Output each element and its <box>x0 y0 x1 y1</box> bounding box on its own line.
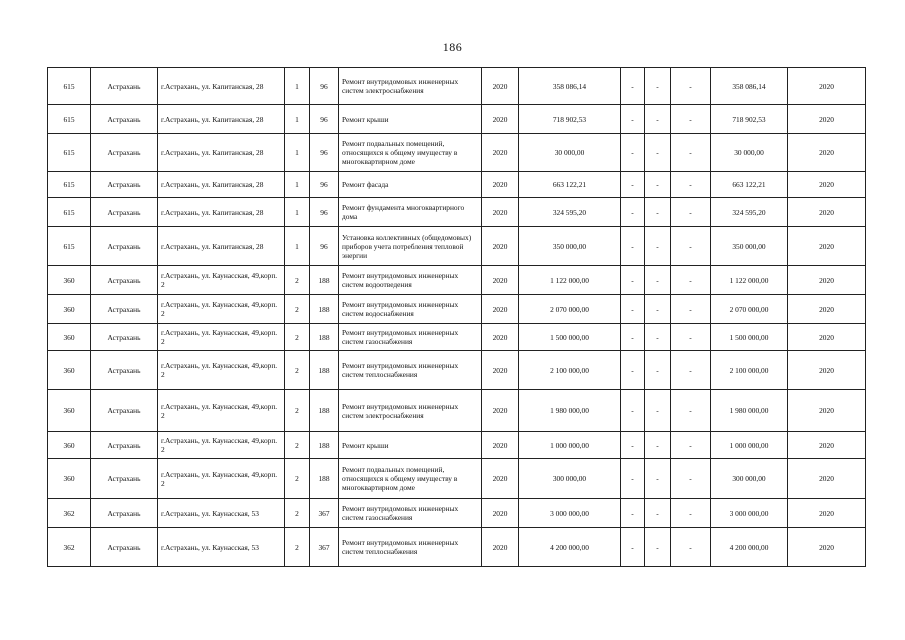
row-dash-3: - <box>671 324 711 351</box>
row-total: 2 100 000,00 <box>711 351 788 390</box>
row-total: 4 200 000,00 <box>711 528 788 567</box>
row-entrances: 2 <box>285 459 310 499</box>
row-dash-2: - <box>645 266 671 295</box>
row-total: 1 500 000,00 <box>711 324 788 351</box>
row-dash-2: - <box>645 528 671 567</box>
row-address: г.Астрахань, ул. Каунасская, 53 <box>158 528 285 567</box>
repair-registry-table <box>47 67 866 567</box>
row-work-type: Ремонт внутридомовых инженерных систем газоснабжения <box>339 324 482 351</box>
row-dash-2: - <box>645 390 671 432</box>
table-row <box>48 295 866 324</box>
row-address: г.Астрахань, ул. Каунасская, 49,корп. 2 <box>158 266 285 295</box>
row-amount: 4 200 000,00 <box>519 528 621 567</box>
row-entrances: 1 <box>285 172 310 198</box>
row-apartments: 96 <box>310 105 339 134</box>
row-total: 1 122 000,00 <box>711 266 788 295</box>
row-work-type: Ремонт внутридомовых инженерных систем теплоснабжения <box>339 351 482 390</box>
row-amount: 1 122 000,00 <box>519 266 621 295</box>
row-dash-1: - <box>621 324 645 351</box>
row-dash-2: - <box>645 432 671 459</box>
table-row <box>48 459 866 499</box>
row-address: г.Астрахань, ул. Каунасская, 49,корп. 2 <box>158 390 285 432</box>
table-row <box>48 68 866 105</box>
row-city: Астрахань <box>91 459 158 499</box>
row-year: 2020 <box>482 266 519 295</box>
row-work-type: Ремонт внутридомовых инженерных систем теплоснабжения <box>339 528 482 567</box>
row-id: 615 <box>48 68 91 105</box>
row-entrances: 1 <box>285 105 310 134</box>
row-dash-1: - <box>621 351 645 390</box>
row-amount: 350 000,00 <box>519 227 621 266</box>
row-dash-3: - <box>671 198 711 227</box>
row-dash-3: - <box>671 528 711 567</box>
row-city: Астрахань <box>91 68 158 105</box>
row-dash-3: - <box>671 266 711 295</box>
table-row <box>48 351 866 390</box>
row-amount: 3 000 000,00 <box>519 499 621 528</box>
row-end-year: 2020 <box>788 227 866 266</box>
row-apartments: 96 <box>310 198 339 227</box>
table-row <box>48 324 866 351</box>
table-row <box>48 172 866 198</box>
row-id: 362 <box>48 528 91 567</box>
row-end-year: 2020 <box>788 198 866 227</box>
row-dash-3: - <box>671 68 711 105</box>
row-dash-1: - <box>621 198 645 227</box>
row-dash-3: - <box>671 105 711 134</box>
row-year: 2020 <box>482 172 519 198</box>
row-apartments: 188 <box>310 266 339 295</box>
row-work-type: Ремонт внутридомовых инженерных систем электроснабжения <box>339 68 482 105</box>
row-dash-2: - <box>645 105 671 134</box>
row-end-year: 2020 <box>788 105 866 134</box>
row-end-year: 2020 <box>788 528 866 567</box>
row-apartments: 188 <box>310 324 339 351</box>
row-year: 2020 <box>482 105 519 134</box>
row-dash-1: - <box>621 432 645 459</box>
row-dash-3: - <box>671 172 711 198</box>
row-apartments: 96 <box>310 68 339 105</box>
row-id: 615 <box>48 134 91 172</box>
row-work-type: Ремонт подвальных помещений, относящихся к общему имуществу в многоквартирном доме <box>339 459 482 499</box>
row-city: Астрахань <box>91 390 158 432</box>
row-end-year: 2020 <box>788 432 866 459</box>
row-total: 358 086,14 <box>711 68 788 105</box>
row-amount: 1 980 000,00 <box>519 390 621 432</box>
row-dash-1: - <box>621 105 645 134</box>
row-entrances: 2 <box>285 266 310 295</box>
row-dash-2: - <box>645 172 671 198</box>
row-end-year: 2020 <box>788 172 866 198</box>
row-id: 615 <box>48 227 91 266</box>
row-apartments: 188 <box>310 390 339 432</box>
table-row <box>48 528 866 567</box>
row-address: г.Астрахань, ул. Капитанская, 28 <box>158 105 285 134</box>
row-id: 360 <box>48 432 91 459</box>
row-dash-2: - <box>645 499 671 528</box>
row-amount: 358 086,14 <box>519 68 621 105</box>
row-apartments: 188 <box>310 432 339 459</box>
row-total: 2 070 000,00 <box>711 295 788 324</box>
row-address: г.Астрахань, ул. Капитанская, 28 <box>158 134 285 172</box>
table-row <box>48 134 866 172</box>
row-total: 350 000,00 <box>711 227 788 266</box>
row-city: Астрахань <box>91 172 158 198</box>
row-entrances: 1 <box>285 227 310 266</box>
row-dash-3: - <box>671 432 711 459</box>
row-total: 663 122,21 <box>711 172 788 198</box>
row-apartments: 96 <box>310 134 339 172</box>
row-total: 718 902,53 <box>711 105 788 134</box>
row-apartments: 188 <box>310 459 339 499</box>
row-end-year: 2020 <box>788 351 866 390</box>
row-total: 300 000,00 <box>711 459 788 499</box>
row-dash-2: - <box>645 227 671 266</box>
row-dash-3: - <box>671 227 711 266</box>
row-work-type: Ремонт внутридомовых инженерных систем газоснабжения <box>339 499 482 528</box>
row-entrances: 1 <box>285 198 310 227</box>
row-address: г.Астрахань, ул. Каунасская, 49,корп. 2 <box>158 295 285 324</box>
table-row <box>48 105 866 134</box>
row-year: 2020 <box>482 351 519 390</box>
row-work-type: Ремонт подвальных помещений, относящихся к общему имуществу в многоквартирном доме <box>339 134 482 172</box>
row-amount: 2 100 000,00 <box>519 351 621 390</box>
row-year: 2020 <box>482 295 519 324</box>
row-dash-2: - <box>645 351 671 390</box>
table-row <box>48 266 866 295</box>
row-dash-2: - <box>645 295 671 324</box>
row-amount: 2 070 000,00 <box>519 295 621 324</box>
row-address: г.Астрахань, ул. Капитанская, 28 <box>158 172 285 198</box>
row-entrances: 1 <box>285 68 310 105</box>
row-work-type: Ремонт внутридомовых инженерных систем электроснабжения <box>339 390 482 432</box>
row-id: 360 <box>48 295 91 324</box>
table-row <box>48 499 866 528</box>
row-entrances: 2 <box>285 295 310 324</box>
row-dash-1: - <box>621 172 645 198</box>
row-id: 360 <box>48 351 91 390</box>
row-city: Астрахань <box>91 499 158 528</box>
row-dash-1: - <box>621 68 645 105</box>
row-amount: 300 000,00 <box>519 459 621 499</box>
row-apartments: 367 <box>310 499 339 528</box>
row-year: 2020 <box>482 459 519 499</box>
row-year: 2020 <box>482 390 519 432</box>
row-id: 360 <box>48 266 91 295</box>
row-dash-3: - <box>671 295 711 324</box>
row-year: 2020 <box>482 134 519 172</box>
row-end-year: 2020 <box>788 459 866 499</box>
row-end-year: 2020 <box>788 390 866 432</box>
row-total: 1 980 000,00 <box>711 390 788 432</box>
row-dash-1: - <box>621 266 645 295</box>
row-work-type: Ремонт внутридомовых инженерных систем водоснабжения <box>339 295 482 324</box>
page-number: 186 <box>442 40 463 54</box>
row-total: 30 000,00 <box>711 134 788 172</box>
row-total: 324 595,20 <box>711 198 788 227</box>
row-city: Астрахань <box>91 324 158 351</box>
row-address: г.Астрахань, ул. Капитанская, 28 <box>158 198 285 227</box>
row-address: г.Астрахань, ул. Каунасская, 53 <box>158 499 285 528</box>
row-dash-1: - <box>621 390 645 432</box>
row-entrances: 2 <box>285 390 310 432</box>
row-entrances: 1 <box>285 134 310 172</box>
table-body <box>48 68 866 567</box>
row-total: 1 000 000,00 <box>711 432 788 459</box>
row-apartments: 367 <box>310 528 339 567</box>
row-work-type: Ремонт фасада <box>339 172 482 198</box>
table-row <box>48 432 866 459</box>
row-amount: 324 595,20 <box>519 198 621 227</box>
row-dash-2: - <box>645 324 671 351</box>
row-end-year: 2020 <box>788 134 866 172</box>
row-city: Астрахань <box>91 105 158 134</box>
row-amount: 1 000 000,00 <box>519 432 621 459</box>
row-address: г.Астрахань, ул. Каунасская, 49,корп. 2 <box>158 324 285 351</box>
table-row <box>48 198 866 227</box>
row-dash-3: - <box>671 351 711 390</box>
row-id: 362 <box>48 499 91 528</box>
row-apartments: 96 <box>310 227 339 266</box>
row-dash-2: - <box>645 134 671 172</box>
row-dash-2: - <box>645 68 671 105</box>
row-work-type: Ремонт крыши <box>339 432 482 459</box>
row-address: г.Астрахань, ул. Капитанская, 28 <box>158 227 285 266</box>
row-end-year: 2020 <box>788 68 866 105</box>
row-amount: 718 902,53 <box>519 105 621 134</box>
row-year: 2020 <box>482 499 519 528</box>
row-id: 360 <box>48 459 91 499</box>
row-dash-1: - <box>621 499 645 528</box>
row-address: г.Астрахань, ул. Каунасская, 49,корп. 2 <box>158 432 285 459</box>
row-dash-3: - <box>671 134 711 172</box>
row-id: 360 <box>48 390 91 432</box>
row-address: г.Астрахань, ул. Каунасская, 49,корп. 2 <box>158 351 285 390</box>
row-dash-3: - <box>671 459 711 499</box>
row-dash-3: - <box>671 390 711 432</box>
row-id: 615 <box>48 198 91 227</box>
row-city: Астрахань <box>91 227 158 266</box>
row-amount: 1 500 000,00 <box>519 324 621 351</box>
row-city: Астрахань <box>91 528 158 567</box>
table-row <box>48 390 866 432</box>
row-id: 615 <box>48 105 91 134</box>
row-amount: 663 122,21 <box>519 172 621 198</box>
row-entrances: 2 <box>285 432 310 459</box>
row-dash-3: - <box>671 499 711 528</box>
row-dash-1: - <box>621 134 645 172</box>
row-city: Астрахань <box>91 432 158 459</box>
row-year: 2020 <box>482 227 519 266</box>
row-year: 2020 <box>482 198 519 227</box>
row-end-year: 2020 <box>788 295 866 324</box>
row-work-type: Ремонт крыши <box>339 105 482 134</box>
row-work-type: Ремонт внутридомовых инженерных систем водоотведения <box>339 266 482 295</box>
row-year: 2020 <box>482 68 519 105</box>
row-dash-1: - <box>621 528 645 567</box>
row-end-year: 2020 <box>788 499 866 528</box>
row-year: 2020 <box>482 324 519 351</box>
row-id: 360 <box>48 324 91 351</box>
row-work-type: Установка коллективных (общедомовых) приборов учета потребления тепловой энергии <box>339 227 482 266</box>
row-dash-2: - <box>645 198 671 227</box>
row-city: Астрахань <box>91 266 158 295</box>
row-apartments: 188 <box>310 295 339 324</box>
row-work-type: Ремонт фундамента многоквартирного дома <box>339 198 482 227</box>
row-entrances: 2 <box>285 499 310 528</box>
row-amount: 30 000,00 <box>519 134 621 172</box>
row-address: г.Астрахань, ул. Капитанская, 28 <box>158 68 285 105</box>
row-dash-2: - <box>645 459 671 499</box>
row-end-year: 2020 <box>788 266 866 295</box>
row-total: 3 000 000,00 <box>711 499 788 528</box>
row-entrances: 2 <box>285 528 310 567</box>
row-year: 2020 <box>482 528 519 567</box>
row-end-year: 2020 <box>788 324 866 351</box>
row-entrances: 2 <box>285 351 310 390</box>
row-dash-1: - <box>621 227 645 266</box>
row-city: Астрахань <box>91 295 158 324</box>
row-city: Астрахань <box>91 351 158 390</box>
row-entrances: 2 <box>285 324 310 351</box>
row-city: Астрахань <box>91 198 158 227</box>
row-address: г.Астрахань, ул. Каунасская, 49,корп. 2 <box>158 459 285 499</box>
row-year: 2020 <box>482 432 519 459</box>
table-row <box>48 227 866 266</box>
row-apartments: 188 <box>310 351 339 390</box>
row-city: Астрахань <box>91 134 158 172</box>
row-id: 615 <box>48 172 91 198</box>
row-dash-1: - <box>621 459 645 499</box>
row-dash-1: - <box>621 295 645 324</box>
row-apartments: 96 <box>310 172 339 198</box>
